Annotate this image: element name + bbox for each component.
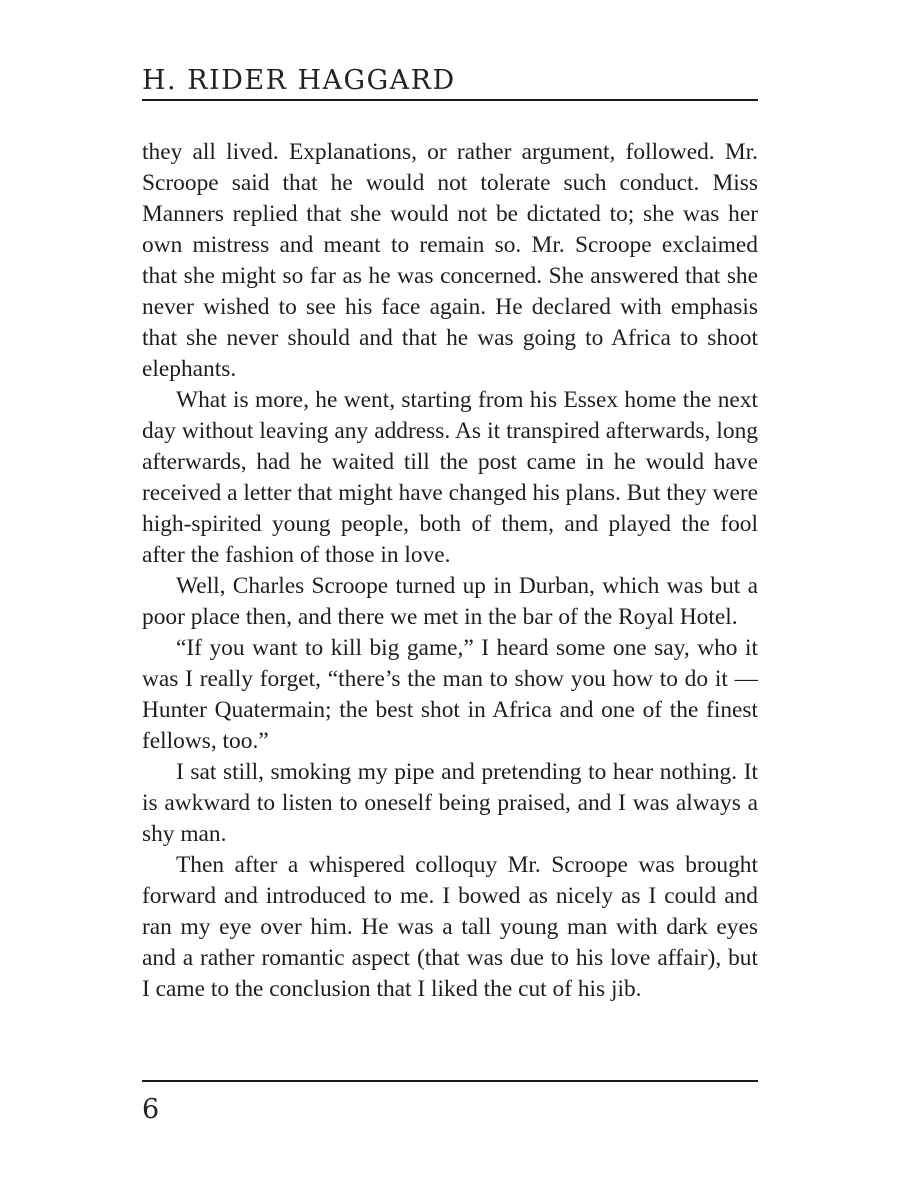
page-number: 6 bbox=[142, 1094, 160, 1125]
paragraph: Well, Charles Scroope turned up in Durban, which was but a poor place then, and there we met in the bar of the Royal Hotel. bbox=[142, 573, 758, 630]
paragraph: I sat still, smoking my pipe and pretending to hear nothing. It is awkward to listen to oneself being praised, and I was always a shy man. bbox=[142, 759, 758, 847]
paragraph-continued: they all lived. Explanations, or rather argument, followed. Mr. Scroope said that he would not tolerate such conduct. Miss Manners replied that she would not be dictated to; she was her own mistress and meant to remain so. Mr. Scroope exclaimed that she might so far as he was concerned. She answered that she never wished to see his face again. He declared with emphasis that she never should and that he was going to Africa to shoot elephants. bbox=[142, 139, 758, 382]
running-head-author: H. RIDER HAGGARD bbox=[142, 65, 456, 96]
paragraph: “If you want to kill big game,” I heard some one say, who it was I really forget, “there’s the man to show you how to do it — Hunter Quatermain; the best shot in Africa and one of the finest fellows, too.” bbox=[142, 635, 758, 754]
body-text bbox=[142, 137, 758, 1005]
paragraph: Then after a whispered colloquy Mr. Scroope was brought forward and introduced to me. I bowed as nicely as I could and ran my eye over him. He was a tall young man with dark eyes and a rather romantic aspect (that was due to his love affair), but I came to the conclusion that I liked the cut of his jib. bbox=[142, 852, 758, 1002]
header-rule bbox=[142, 99, 758, 101]
footer-rule bbox=[142, 1080, 758, 1082]
paragraph: What is more, he went, starting from his Essex home the next day without leaving any address. As it transpired afterwards, long afterwards, had he waited till the post came in he would have received a letter that might have changed his plans. But they were high-spirited young people, both of them, and played the fool after the fashion of those in love. bbox=[142, 387, 758, 568]
